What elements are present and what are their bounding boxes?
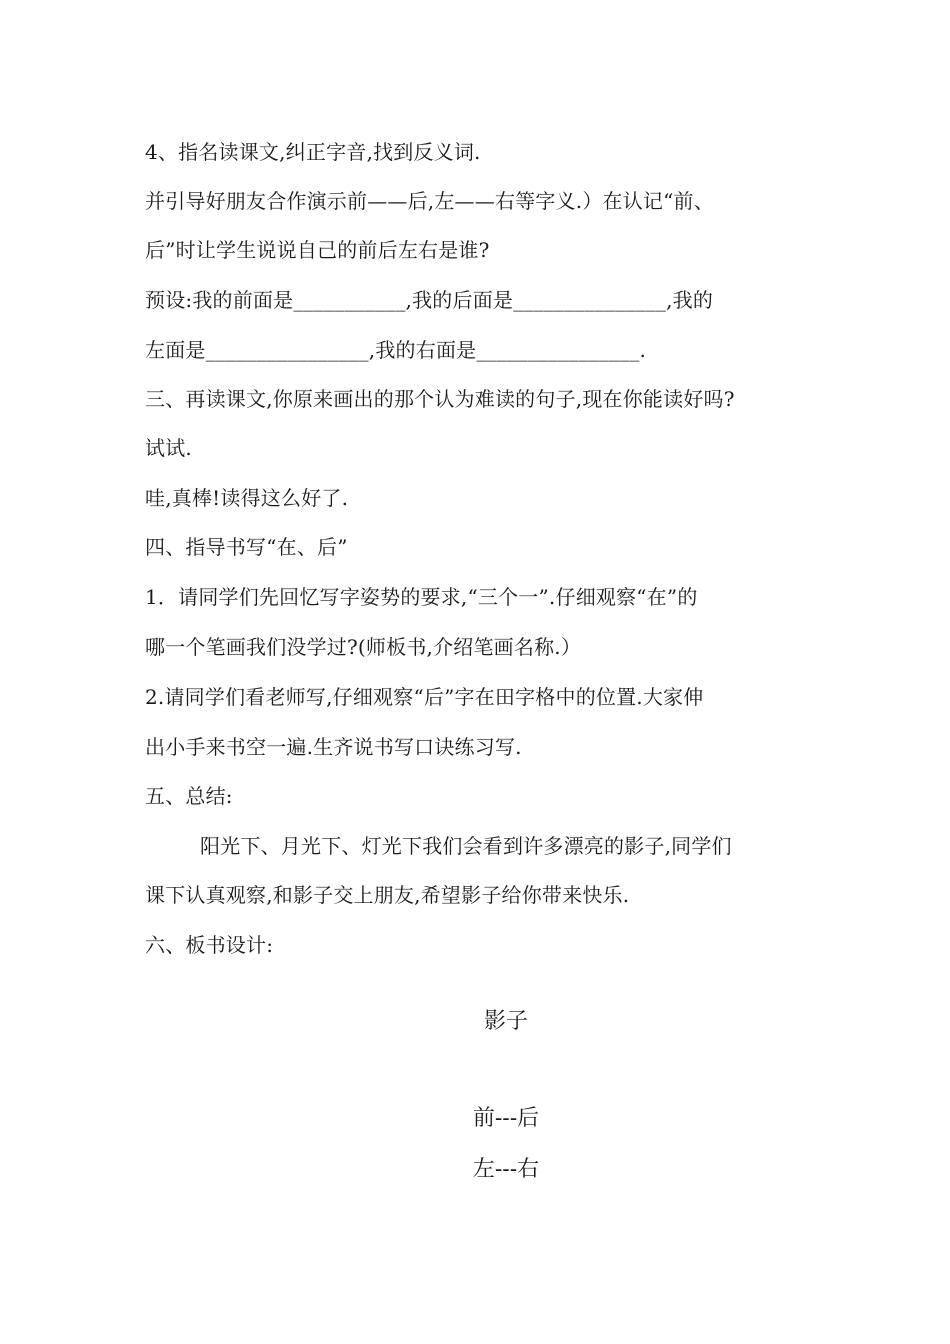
text-line-8: 哇,真棒!读得这么好了. xyxy=(145,486,349,510)
text-line-15: 阳光下、月光下、灯光下我们会看到许多漂亮的影子,同学们 xyxy=(200,834,732,858)
text-line-1: 4、指名读课文,纠正字音,找到反义词. xyxy=(145,140,481,164)
text-line-3: 后”时让学生说说自己的前后左右是谁? xyxy=(145,238,490,262)
board-title: 影子 xyxy=(483,1009,528,1034)
section-heading-6: 六、板书设计: xyxy=(145,933,274,957)
board-pair-left-right: 左---右 xyxy=(472,1157,540,1182)
text-line-10: 1．请同学们先回忆写字姿势的要求,“三个一”.仔细观察“在”的 xyxy=(145,585,698,609)
board-pair-front-back: 前---后 xyxy=(472,1106,540,1131)
section-heading-5: 五、总结: xyxy=(145,784,233,808)
text-line-16: 课下认真观察,和影子交上朋友,希望影子给你带来快乐. xyxy=(145,883,630,907)
text-line-4: 预设:我的前面是___________,我的后面是_______________,我的 xyxy=(145,288,714,312)
text-line-6: 三、再读课文,你原来画出的那个认为难读的句子,现在你能读好吗? xyxy=(145,387,735,411)
text-line-11: 哪一个笔画我们没学过?(师板书,介绍笔画名称.） xyxy=(145,635,582,659)
text-line-13: 出小手来书空一遍.生齐说书写口诀练习写. xyxy=(145,735,522,759)
text-line-7: 试试. xyxy=(145,436,192,460)
text-line-2: 并引导好朋友合作演示前——后,左——右等字义.）在认记“前、 xyxy=(145,189,714,213)
section-heading-4: 四、指导书写“在、后” xyxy=(145,535,348,559)
text-line-12: 2.请同学们看老师写,仔细观察“后”字在田字格中的位置.大家伸 xyxy=(145,685,704,709)
text-line-5: 左面是________________,我的右面是________________. xyxy=(145,338,647,362)
